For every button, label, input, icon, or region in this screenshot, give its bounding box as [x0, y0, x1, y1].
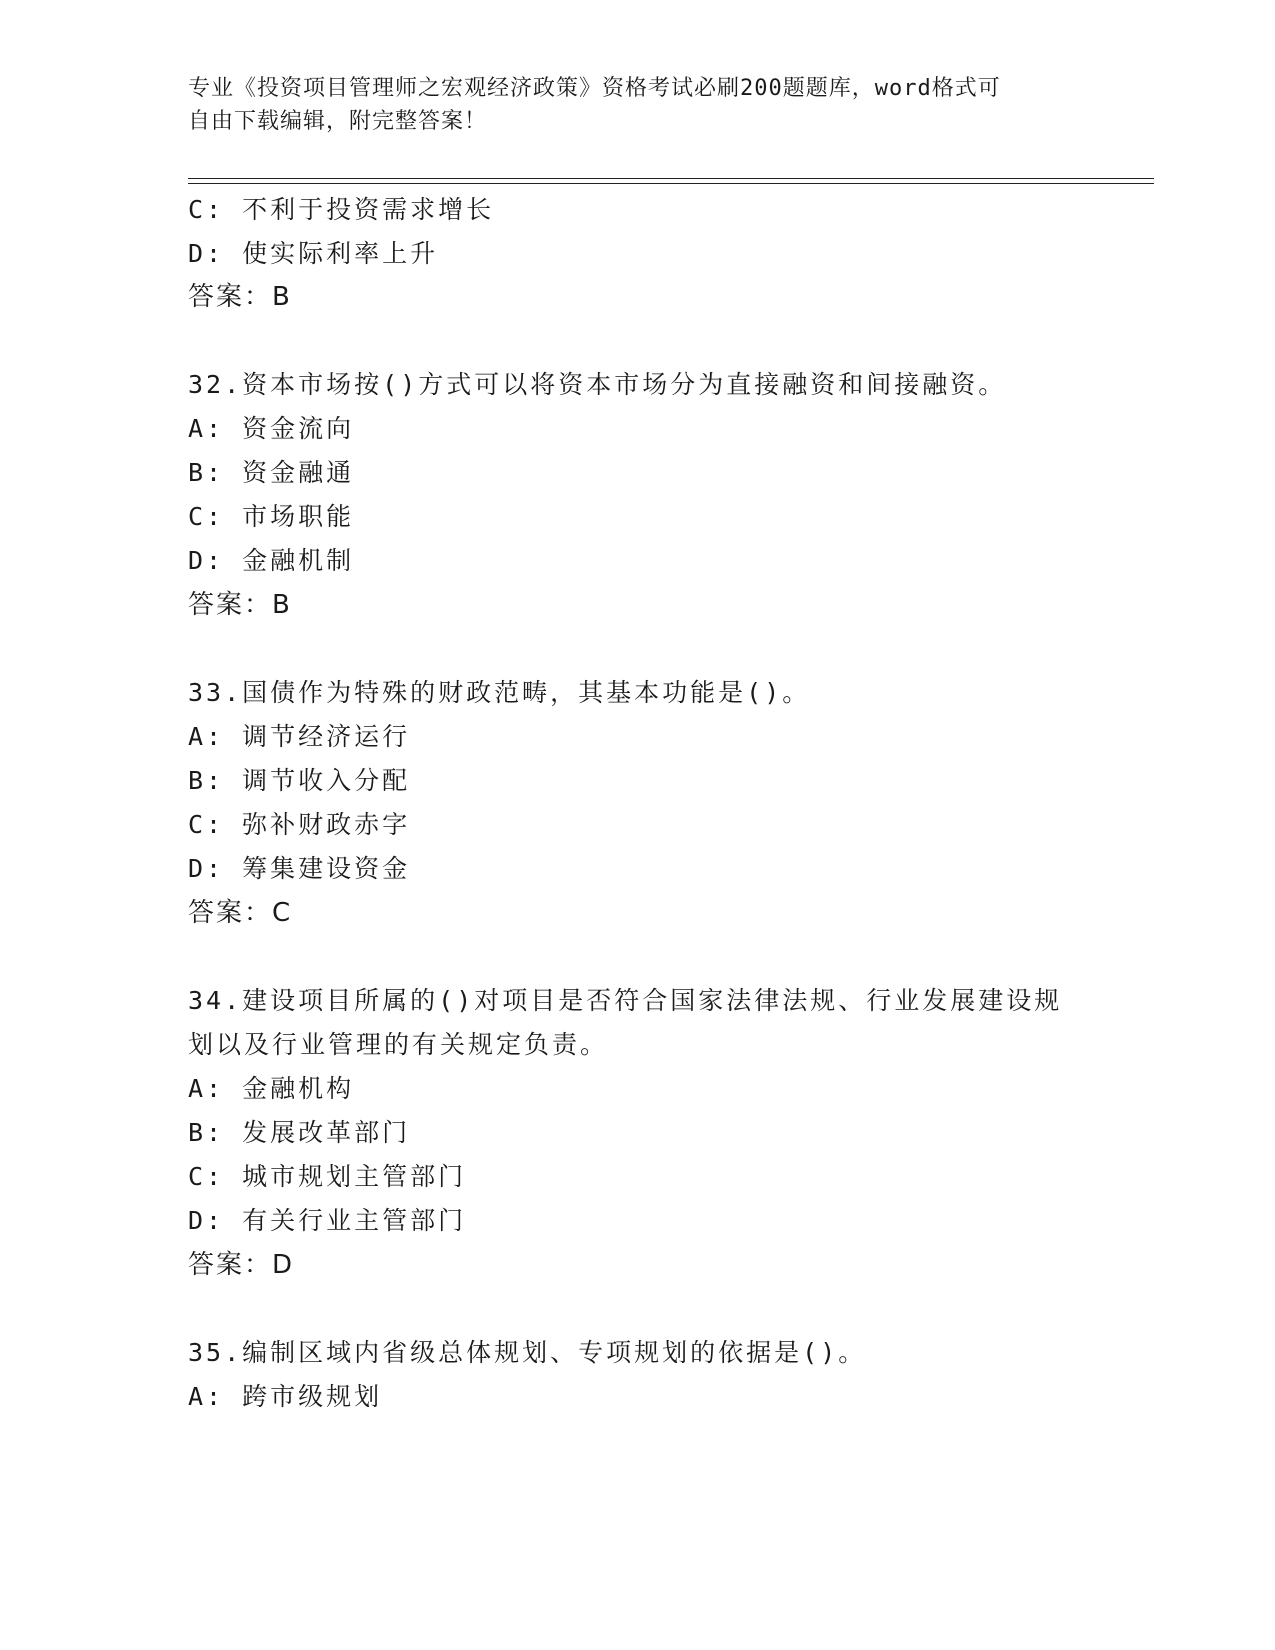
header-divider-top	[188, 178, 1154, 179]
option-c: C: 不利于投资需求增长	[188, 195, 495, 224]
option-a: A: 调节经济运行	[188, 722, 411, 751]
answer-line: 答案：C	[188, 898, 293, 928]
option-a: A: 跨市级规划	[188, 1382, 383, 1411]
question-stem: 34.建设项目所属的()对项目是否符合国家法律法规、行业发展建设规	[188, 986, 1063, 1015]
option-d: D: 金融机制	[188, 546, 355, 575]
option-a: A: 金融机构	[188, 1074, 355, 1103]
option-c: C: 城市规划主管部门	[188, 1162, 467, 1191]
option-b: B: 资金融通	[188, 458, 355, 487]
option-b: B: 调节收入分配	[188, 766, 411, 795]
answer-line: 答案：B	[188, 282, 292, 312]
option-c: C: 弥补财政赤字	[188, 810, 411, 839]
option-d: D: 筹集建设资金	[188, 854, 411, 883]
option-c: C: 市场职能	[188, 502, 355, 531]
option-d: D: 有关行业主管部门	[188, 1206, 467, 1235]
answer-line: 答案：D	[188, 1250, 295, 1280]
header-line-1: 专业《投资项目管理师之宏观经济政策》资格考试必刷200题题库，word格式可	[188, 76, 1001, 101]
question-stem: 35.编制区域内省级总体规划、专项规划的依据是()。	[188, 1338, 867, 1367]
question-stem: 33.国债作为特殊的财政范畴，其基本功能是()。	[188, 678, 811, 707]
question-stem-continued: 划以及行业管理的有关规定负责。	[188, 1030, 609, 1059]
document-header	[188, 72, 1068, 138]
header-divider-bottom	[188, 183, 1154, 184]
answer-line: 答案：B	[188, 590, 292, 620]
option-a: A: 资金流向	[188, 414, 355, 443]
header-line-2: 自由下载编辑，附完整答案！	[188, 109, 488, 134]
question-stem: 32.资本市场按()方式可以将资本市场分为直接融资和间接融资。	[188, 370, 1007, 399]
option-b: B: 发展改革部门	[188, 1118, 411, 1147]
option-d: D: 使实际利率上升	[188, 239, 439, 268]
